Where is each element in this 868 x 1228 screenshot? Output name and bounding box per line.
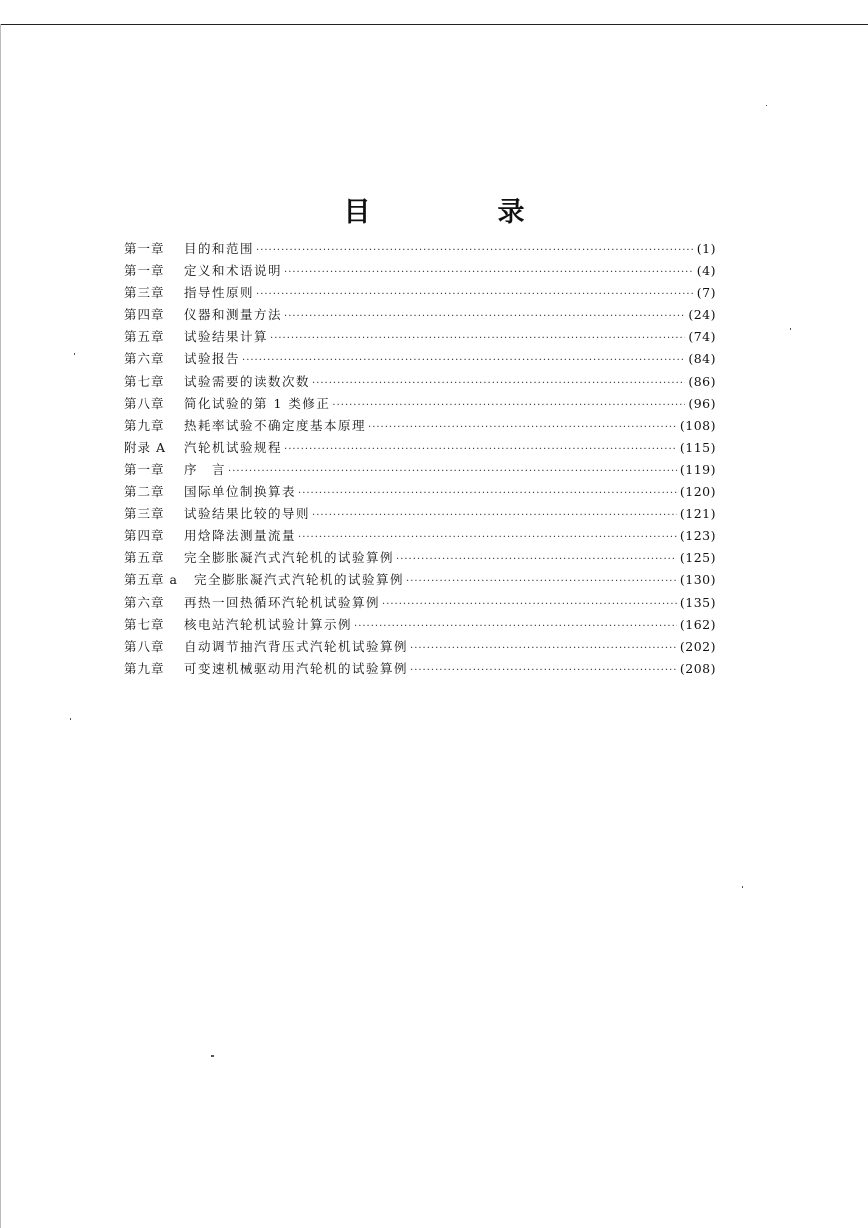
toc-page-number: (108) — [679, 417, 716, 433]
toc-entry[interactable] — [124, 437, 716, 459]
top-border-line — [0, 24, 868, 25]
toc-entry[interactable] — [124, 326, 716, 348]
toc-page-number: (4) — [696, 263, 716, 279]
toc-chapter: 第四章 — [124, 307, 165, 323]
toc-chapter: 第五章 — [124, 329, 165, 345]
toc-title: 仪器和测量方法 — [184, 307, 283, 323]
toc-title: 可变速机械驱动用汽轮机的试验算例 — [184, 660, 409, 676]
toc-entry[interactable] — [124, 260, 716, 282]
dot-leader — [312, 373, 685, 395]
toc-page-number: (208) — [679, 660, 716, 676]
dot-leader — [298, 483, 677, 505]
toc-chapter: 第一章 — [124, 241, 165, 256]
toc-page-number: (162) — [679, 616, 716, 632]
dot-leader — [410, 660, 677, 682]
toc-entry[interactable] — [124, 592, 716, 614]
toc-title: 核电站汽轮机试验计算示例 — [184, 616, 353, 632]
toc-entry[interactable] — [124, 658, 716, 680]
dot-leader — [284, 306, 685, 328]
toc-title: 再热一回热循环汽轮机试验算例 — [184, 594, 381, 610]
toc-chapter: 第六章 — [124, 594, 165, 610]
toc-page-number: (96) — [688, 395, 716, 411]
dot-leader — [410, 638, 677, 660]
dot-leader — [242, 350, 685, 372]
toc-page-number: (1) — [696, 241, 716, 256]
toc-page-number: (121) — [679, 506, 716, 522]
toc-page-number: (7) — [696, 285, 716, 301]
dot-leader — [332, 395, 685, 417]
toc-entry[interactable] — [124, 569, 716, 591]
toc-title: 目的和范围 — [184, 241, 255, 256]
toc-entry[interactable] — [124, 304, 716, 326]
toc-page-number: (86) — [688, 373, 716, 389]
toc-chapter: 第三章 — [124, 506, 165, 522]
toc-chapter: 第九章 — [124, 417, 165, 433]
toc-page-number: (84) — [688, 351, 716, 367]
toc-title: 定义和术语说明 — [184, 263, 283, 279]
toc-entry[interactable] — [124, 348, 716, 370]
toc-title: 序 言 — [184, 461, 227, 477]
toc-title: 试验报告 — [184, 351, 241, 367]
dot-leader — [284, 262, 694, 284]
toc-page-number: (130) — [679, 572, 716, 588]
toc-page-number: (74) — [688, 329, 716, 345]
toc-page-number: (125) — [679, 550, 716, 566]
toc-chapter: 第五章 a — [124, 572, 178, 588]
toc-chapter: 第一章 — [124, 461, 165, 477]
toc-entry[interactable] — [124, 547, 716, 569]
scan-speck — [766, 105, 767, 106]
toc-page-number: (24) — [688, 307, 716, 323]
toc-title: 试验需要的读数次数 — [184, 373, 311, 389]
toc-chapter: 第九章 — [124, 660, 165, 676]
toc-entry[interactable] — [124, 614, 716, 636]
toc-entry[interactable] — [124, 636, 716, 658]
scan-speck — [742, 886, 743, 888]
scan-speck — [74, 353, 75, 355]
toc-chapter: 第一章 — [124, 263, 165, 279]
dot-leader — [396, 549, 677, 571]
toc-entry[interactable] — [124, 393, 716, 415]
toc-chapter: 第五章 — [124, 550, 165, 566]
toc-entry[interactable] — [124, 238, 716, 260]
table-of-contents — [124, 238, 716, 680]
toc-chapter: 第八章 — [124, 638, 165, 654]
dot-leader — [368, 417, 677, 439]
toc-title: 汽轮机试验规程 — [184, 439, 283, 455]
toc-page-number: (120) — [679, 484, 716, 500]
dot-leader — [228, 461, 677, 483]
toc-title: 完全膨胀凝汽式汽轮机的试验算例 — [184, 550, 395, 566]
toc-entry[interactable] — [124, 415, 716, 437]
toc-chapter: 第七章 — [124, 616, 165, 632]
toc-entry[interactable] — [124, 459, 716, 481]
toc-entry[interactable] — [124, 525, 716, 547]
toc-page-number: (119) — [679, 461, 716, 477]
toc-chapter: 附录 A — [124, 439, 167, 455]
scan-speck — [70, 718, 71, 720]
toc-title: 用焓降法测量流量 — [184, 528, 297, 544]
dot-leader — [284, 439, 677, 461]
dot-leader — [406, 571, 677, 593]
toc-entry[interactable] — [124, 481, 716, 503]
toc-chapter: 第六章 — [124, 351, 165, 367]
dot-leader — [270, 328, 685, 350]
toc-page-number: (115) — [679, 439, 716, 455]
toc-chapter: 第七章 — [124, 373, 165, 389]
toc-title: 简化试验的第 1 类修正 — [184, 395, 331, 411]
dot-leader — [256, 240, 694, 262]
dot-leader — [312, 505, 677, 527]
toc-page-number: (202) — [679, 638, 716, 654]
scan-speck — [790, 328, 791, 330]
toc-chapter: 第三章 — [124, 285, 165, 301]
toc-title: 国际单位制换算表 — [184, 484, 297, 500]
toc-entry[interactable] — [124, 282, 716, 304]
toc-title: 热耗率试验不确定度基本原理 — [184, 417, 367, 433]
toc-title: 指导性原则 — [184, 285, 255, 301]
page-title: 目 录 — [343, 197, 575, 228]
dot-leader — [382, 594, 677, 616]
toc-title: 自动调节抽汽背压式汽轮机试验算例 — [184, 638, 409, 654]
toc-entry[interactable] — [124, 503, 716, 525]
toc-page-number: (135) — [679, 594, 716, 610]
toc-entry[interactable] — [124, 371, 716, 393]
toc-title: 试验结果比较的导则 — [184, 506, 311, 522]
dot-leader — [256, 284, 694, 306]
toc-title: 试验结果计算 — [184, 329, 269, 345]
dot-leader — [298, 527, 677, 549]
toc-page-number: (123) — [679, 528, 716, 544]
toc-chapter: 第四章 — [124, 528, 165, 544]
toc-title: 完全膨胀凝汽式汽轮机的试验算例 — [194, 572, 405, 588]
scan-speck — [211, 1055, 214, 1057]
dot-leader — [354, 616, 677, 638]
toc-chapter: 第八章 — [124, 395, 165, 411]
toc-chapter: 第二章 — [124, 484, 165, 500]
